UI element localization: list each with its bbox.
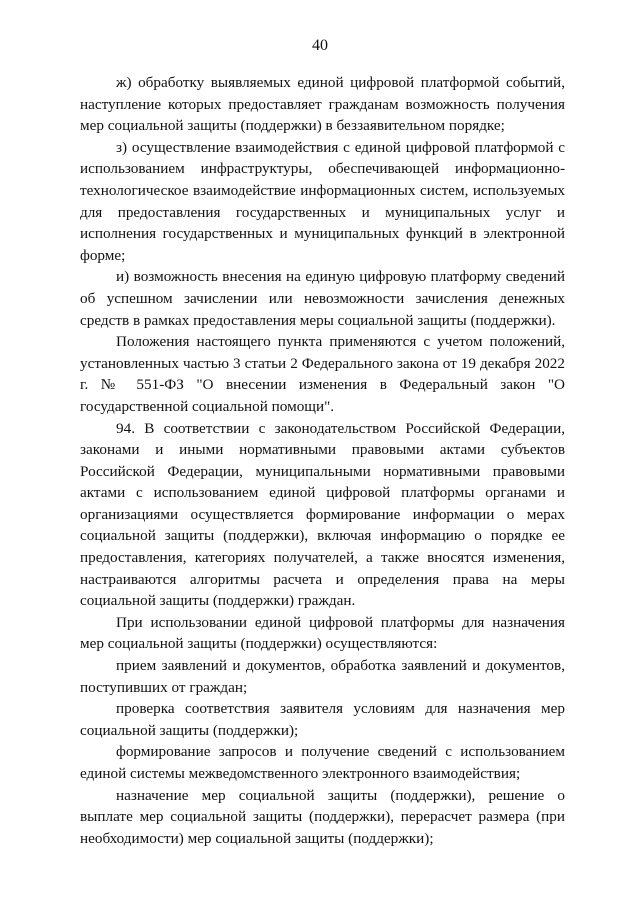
- paragraph-list-item-requests: формирование запросов и получение сведений с использованием единой системы межведомственного электронного взаимодействия;: [80, 743, 565, 782]
- paragraph-list-item-verification: проверка соответствия заявителя условиям для назначения мер социальной защиты (поддержки);: [80, 700, 565, 739]
- paragraph-item-i: и) возможность внесения на единую цифровую платформу сведений об успешном зачислении или невозможности зачисления денежных средств в рамках предоставления меры социальной защиты (поддержки).: [80, 268, 565, 329]
- paragraph-platform-use-intro: При использовании единой цифровой платформы для назначения мер социальной защиты (поддержки) осуществляются:: [80, 613, 565, 653]
- paragraph-provisions-note: Положения настоящего пункта применяются с учетом положений, установленных частью 3 статьи 2 Федерального закона от 19 декабря 2022 г. № 551-ФЗ "О внесении изменения в Федеральный закон "О государственной социальной помощи".: [80, 333, 565, 415]
- paragraph-list-item-applications: прием заявлений и документов, обработка заявлений и документов, поступивших от граждан;: [80, 657, 565, 696]
- page-number: 40: [312, 37, 328, 54]
- paragraph-list-item-assignment: назначение мер социальной защиты (поддержки), решение о выплате мер социальной защиты (поддержки), перерасчет размера (при необходимости) мер социальной защиты (поддержки);: [80, 786, 565, 847]
- paragraph-item-z: з) осуществление взаимодействия с единой цифровой платформой с использованием инфраструктуры, обеспечивающей информационно-технологическое взаимодействие информационных систем, используемых для предоставления государственных и муниципальных услуг и исполнения государственных и муниципальных функций в электронной форме;: [80, 138, 565, 264]
- paragraph-clause-94: 94. В соответствии с законодательством Российской Федерации, законами и иными нормативными правовыми актами субъектов Российской Федерации, муниципальными нормативными правовыми актами с использованием единой цифровой платформы органами и организациями осуществляется формирование информации о мерах социальной защиты (поддержки), включая информацию о порядке ее предоставления, категориях получателей, а также вносятся изменения, настраиваются алгоритмы расчета и определения права на меры социальной защиты (поддержки) граждан.: [80, 419, 565, 610]
- paragraph-item-zh: ж) обработку выявляемых единой цифровой платформой событий, наступление которых предоставляет гражданам возможность получения мер социальной защиты (поддержки) в беззаявительном порядке;: [80, 74, 565, 135]
- document-body: [80, 72, 565, 849]
